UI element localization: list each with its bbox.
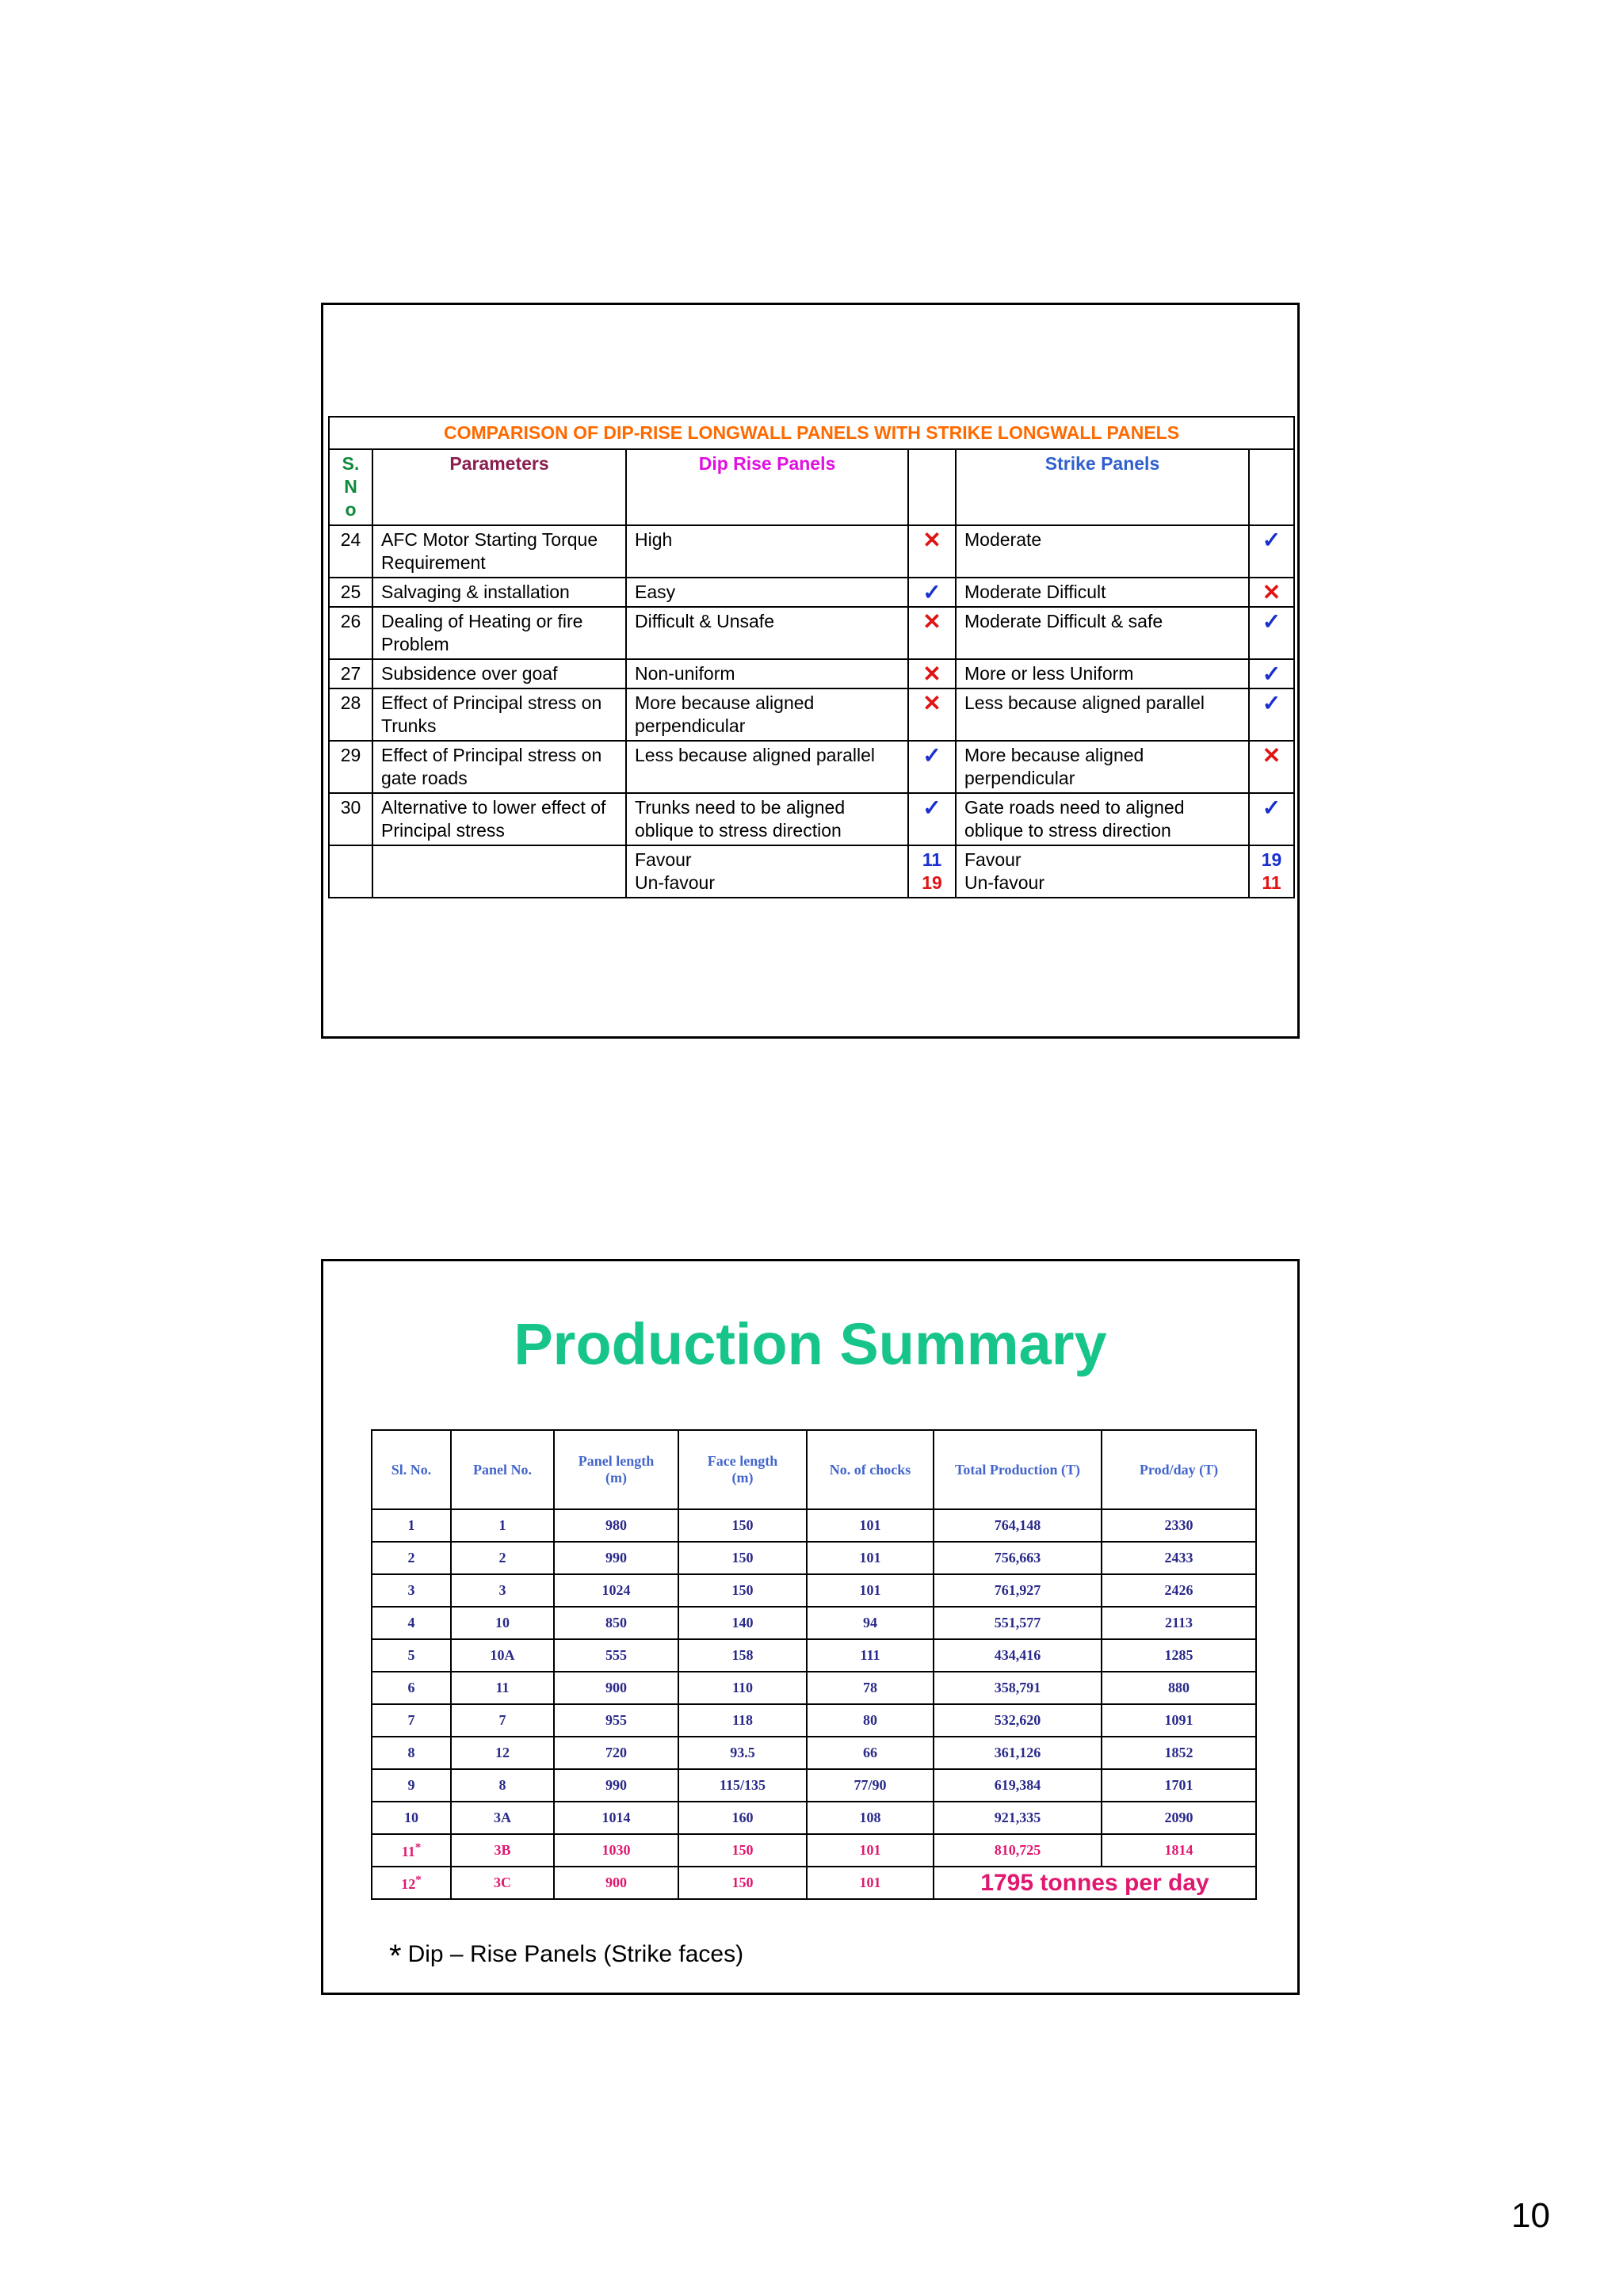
strike-unfavour-count: 11 xyxy=(1262,872,1281,893)
check-icon: ✓ xyxy=(1249,688,1294,741)
header-strike-mark xyxy=(1249,449,1294,525)
summary-dip-text: Favour Un-favour xyxy=(626,845,908,898)
production-cell: 10 xyxy=(372,1802,451,1834)
production-title: Production Summary xyxy=(514,1311,1107,1377)
production-cell: 77/90 xyxy=(807,1769,934,1802)
production-cell: 2330 xyxy=(1102,1509,1256,1542)
production-row xyxy=(372,1769,1256,1802)
row11-total: 810,725 xyxy=(934,1834,1102,1867)
comparison-row xyxy=(329,659,1294,688)
row-dip-value: Trunks need to be aligned oblique to stress direction xyxy=(626,793,908,845)
row11-face-length: 150 xyxy=(678,1834,807,1867)
production-cell: 1 xyxy=(451,1509,554,1542)
production-cell: 3 xyxy=(372,1574,451,1607)
production-header-cell: No. of chocks xyxy=(807,1430,934,1509)
production-cell: 7 xyxy=(451,1704,554,1737)
production-header-cell: Total Production (T) xyxy=(934,1430,1102,1509)
summary-strike-counts xyxy=(1249,845,1294,898)
production-cell: 115/135 xyxy=(678,1769,807,1802)
page-number: 10 xyxy=(1511,2196,1550,2235)
production-cell: 358,791 xyxy=(934,1672,1102,1704)
production-row xyxy=(372,1737,1256,1769)
asterisk-marker: * xyxy=(414,1840,422,1854)
production-cell: 118 xyxy=(678,1704,807,1737)
production-cell: 619,384 xyxy=(934,1769,1102,1802)
production-cell: 980 xyxy=(554,1509,678,1542)
production-cell: 108 xyxy=(807,1802,934,1834)
production-cell: 101 xyxy=(807,1509,934,1542)
row-dip-value: Difficult & Unsafe xyxy=(626,607,908,659)
production-row xyxy=(372,1672,1256,1704)
row12-chocks: 101 xyxy=(807,1867,934,1899)
production-rows xyxy=(372,1509,1256,1834)
check-icon: ✓ xyxy=(1249,607,1294,659)
production-cell: 3 xyxy=(451,1574,554,1607)
check-icon: ✓ xyxy=(1249,793,1294,845)
production-cell: 6 xyxy=(372,1672,451,1704)
row-parameter: Effect of Principal stress on Trunks xyxy=(372,688,626,741)
production-slide xyxy=(321,1259,1300,1995)
comparison-row xyxy=(329,578,1294,607)
row-parameter: Effect of Principal stress on gate roads xyxy=(372,741,626,793)
row-sno: 30 xyxy=(329,793,372,845)
production-header-cell: Face length (m) xyxy=(678,1430,807,1509)
check-icon: ✓ xyxy=(1249,659,1294,688)
row-sno: 29 xyxy=(329,741,372,793)
production-cell: 150 xyxy=(678,1574,807,1607)
row12-panel-length: 900 xyxy=(554,1867,678,1899)
production-cell: 78 xyxy=(807,1672,934,1704)
row-strike-value: Gate roads need to aligned oblique to stress direction xyxy=(956,793,1249,845)
production-header-row xyxy=(372,1430,1256,1509)
row-strike-value: Moderate Difficult & safe xyxy=(956,607,1249,659)
summary-sno xyxy=(329,845,372,898)
production-header-cell: Panel No. xyxy=(451,1430,554,1509)
row12-face-length: 150 xyxy=(678,1867,807,1899)
row12-sno: 12* xyxy=(372,1867,451,1899)
production-cell: 101 xyxy=(807,1542,934,1574)
production-row xyxy=(372,1607,1256,1639)
production-cell: 101 xyxy=(807,1574,934,1607)
row11-sno: 11* xyxy=(372,1834,451,1867)
row-strike-value: Moderate Difficult xyxy=(956,578,1249,607)
row-strike-value: Moderate xyxy=(956,525,1249,578)
row-dip-value: Less because aligned parallel xyxy=(626,741,908,793)
production-cell: 160 xyxy=(678,1802,807,1834)
production-cell: 94 xyxy=(807,1607,934,1639)
row-dip-value: More because aligned perpendicular xyxy=(626,688,908,741)
production-row xyxy=(372,1542,1256,1574)
strike-favour-count: 19 xyxy=(1261,849,1282,870)
production-cell: 880 xyxy=(1102,1672,1256,1704)
row-sno: 26 xyxy=(329,607,372,659)
production-cell: 434,416 xyxy=(934,1639,1102,1672)
production-header-cell: Prod/day (T) xyxy=(1102,1430,1256,1509)
summary-param xyxy=(372,845,626,898)
row-parameter: Salvaging & installation xyxy=(372,578,626,607)
production-cell: 93.5 xyxy=(678,1737,807,1769)
production-cell: 2090 xyxy=(1102,1802,1256,1834)
row-strike-value: More or less Uniform xyxy=(956,659,1249,688)
production-cell: 5 xyxy=(372,1639,451,1672)
production-cell: 7 xyxy=(372,1704,451,1737)
comparison-row xyxy=(329,793,1294,845)
row-parameter: Subsidence over goaf xyxy=(372,659,626,688)
production-cell: 10 xyxy=(451,1607,554,1639)
summary-row xyxy=(329,845,1294,898)
production-cell: 720 xyxy=(554,1737,678,1769)
row11-panel: 3B xyxy=(451,1834,554,1867)
production-cell: 3A xyxy=(451,1802,554,1834)
production-cell: 150 xyxy=(678,1542,807,1574)
production-cell: 921,335 xyxy=(934,1802,1102,1834)
footnote-asterisk: * xyxy=(389,1939,402,1974)
header-strike-panels: Strike Panels xyxy=(956,449,1249,525)
production-cell: 955 xyxy=(554,1704,678,1737)
summary-strike-text: Favour Un-favour xyxy=(956,845,1249,898)
production-cell: 12 xyxy=(451,1737,554,1769)
cross-icon: ✕ xyxy=(908,607,956,659)
production-row xyxy=(372,1509,1256,1542)
production-cell: 1285 xyxy=(1102,1639,1256,1672)
production-cell: 110 xyxy=(678,1672,807,1704)
check-icon: ✓ xyxy=(908,578,956,607)
row-parameter: Dealing of Heating or fire Problem xyxy=(372,607,626,659)
production-row-11 xyxy=(372,1834,1256,1867)
asterisk-marker: * xyxy=(415,1873,422,1886)
production-cell: 761,927 xyxy=(934,1574,1102,1607)
row-strike-value: Less because aligned parallel xyxy=(956,688,1249,741)
dip-unfavour-count: 19 xyxy=(922,872,942,893)
production-cell: 1014 xyxy=(554,1802,678,1834)
row12-merged-total: 1795 tonnes per day xyxy=(934,1867,1256,1899)
production-cell: 140 xyxy=(678,1607,807,1639)
production-cell: 9 xyxy=(372,1769,451,1802)
production-cell: 555 xyxy=(554,1639,678,1672)
production-cell: 2113 xyxy=(1102,1607,1256,1639)
cross-icon: ✕ xyxy=(908,525,956,578)
row-dip-value: High xyxy=(626,525,908,578)
dip-favour-count: 11 xyxy=(922,849,942,870)
comparison-row xyxy=(329,607,1294,659)
production-cell: 900 xyxy=(554,1672,678,1704)
production-row xyxy=(372,1574,1256,1607)
row11-perday: 1814 xyxy=(1102,1834,1256,1867)
production-cell: 551,577 xyxy=(934,1607,1102,1639)
production-cell: 532,620 xyxy=(934,1704,1102,1737)
production-row xyxy=(372,1802,1256,1834)
row12-panel: 3C xyxy=(451,1867,554,1899)
production-cell: 1091 xyxy=(1102,1704,1256,1737)
production-cell: 1 xyxy=(372,1509,451,1542)
production-cell: 8 xyxy=(451,1769,554,1802)
comparison-slide xyxy=(321,303,1300,1039)
row-dip-value: Non-uniform xyxy=(626,659,908,688)
comparison-row xyxy=(329,741,1294,793)
comparison-rows xyxy=(329,525,1294,845)
row-strike-value: More because aligned perpendicular xyxy=(956,741,1249,793)
comparison-title: COMPARISON OF DIP-RISE LONGWALL PANELS WITH STRIKE LONGWALL PANELS xyxy=(329,417,1294,449)
production-cell: 11 xyxy=(451,1672,554,1704)
production-header-cell: Sl. No. xyxy=(372,1430,451,1509)
production-cell: 361,126 xyxy=(934,1737,1102,1769)
production-cell: 150 xyxy=(678,1509,807,1542)
row11-chocks: 101 xyxy=(807,1834,934,1867)
production-row-12 xyxy=(372,1867,1256,1899)
production-cell: 850 xyxy=(554,1607,678,1639)
row-parameter: AFC Motor Starting Torque Requirement xyxy=(372,525,626,578)
production-cell: 1701 xyxy=(1102,1769,1256,1802)
row-parameter: Alternative to lower effect of Principal stress xyxy=(372,793,626,845)
production-table xyxy=(371,1429,1257,1900)
row-dip-value: Easy xyxy=(626,578,908,607)
cross-icon: ✕ xyxy=(1249,578,1294,607)
header-dip-rise-panels: Dip Rise Panels xyxy=(626,449,908,525)
production-cell: 66 xyxy=(807,1737,934,1769)
production-cell: 2433 xyxy=(1102,1542,1256,1574)
production-header-cell: Panel length (m) xyxy=(554,1430,678,1509)
summary-dip-counts xyxy=(908,845,956,898)
row-sno: 24 xyxy=(329,525,372,578)
production-cell: 1852 xyxy=(1102,1737,1256,1769)
production-cell: 1024 xyxy=(554,1574,678,1607)
footnote-text: Dip – Rise Panels (Strike faces) xyxy=(407,1941,744,1967)
header-parameters: Parameters xyxy=(372,449,626,525)
footnote xyxy=(389,1939,743,1974)
production-cell: 10A xyxy=(451,1639,554,1672)
header-dip-mark xyxy=(908,449,956,525)
production-cell: 756,663 xyxy=(934,1542,1102,1574)
check-icon: ✓ xyxy=(1249,525,1294,578)
row11-panel-length: 1030 xyxy=(554,1834,678,1867)
production-cell: 158 xyxy=(678,1639,807,1672)
cross-icon: ✕ xyxy=(1249,741,1294,793)
comparison-row xyxy=(329,688,1294,741)
check-icon: ✓ xyxy=(908,741,956,793)
production-cell: 764,148 xyxy=(934,1509,1102,1542)
comparison-table xyxy=(328,416,1295,898)
production-cell: 2 xyxy=(451,1542,554,1574)
check-icon: ✓ xyxy=(908,793,956,845)
row-sno: 28 xyxy=(329,688,372,741)
production-cell: 990 xyxy=(554,1769,678,1802)
production-cell: 8 xyxy=(372,1737,451,1769)
comparison-row xyxy=(329,525,1294,578)
row-sno: 27 xyxy=(329,659,372,688)
production-cell: 2 xyxy=(372,1542,451,1574)
production-cell: 111 xyxy=(807,1639,934,1672)
header-sno: S. N o xyxy=(329,449,372,525)
production-cell: 2426 xyxy=(1102,1574,1256,1607)
cross-icon: ✕ xyxy=(908,688,956,741)
production-cell: 4 xyxy=(372,1607,451,1639)
production-cell: 990 xyxy=(554,1542,678,1574)
row-sno: 25 xyxy=(329,578,372,607)
production-row xyxy=(372,1704,1256,1737)
cross-icon: ✕ xyxy=(908,659,956,688)
production-row xyxy=(372,1639,1256,1672)
production-cell: 80 xyxy=(807,1704,934,1737)
